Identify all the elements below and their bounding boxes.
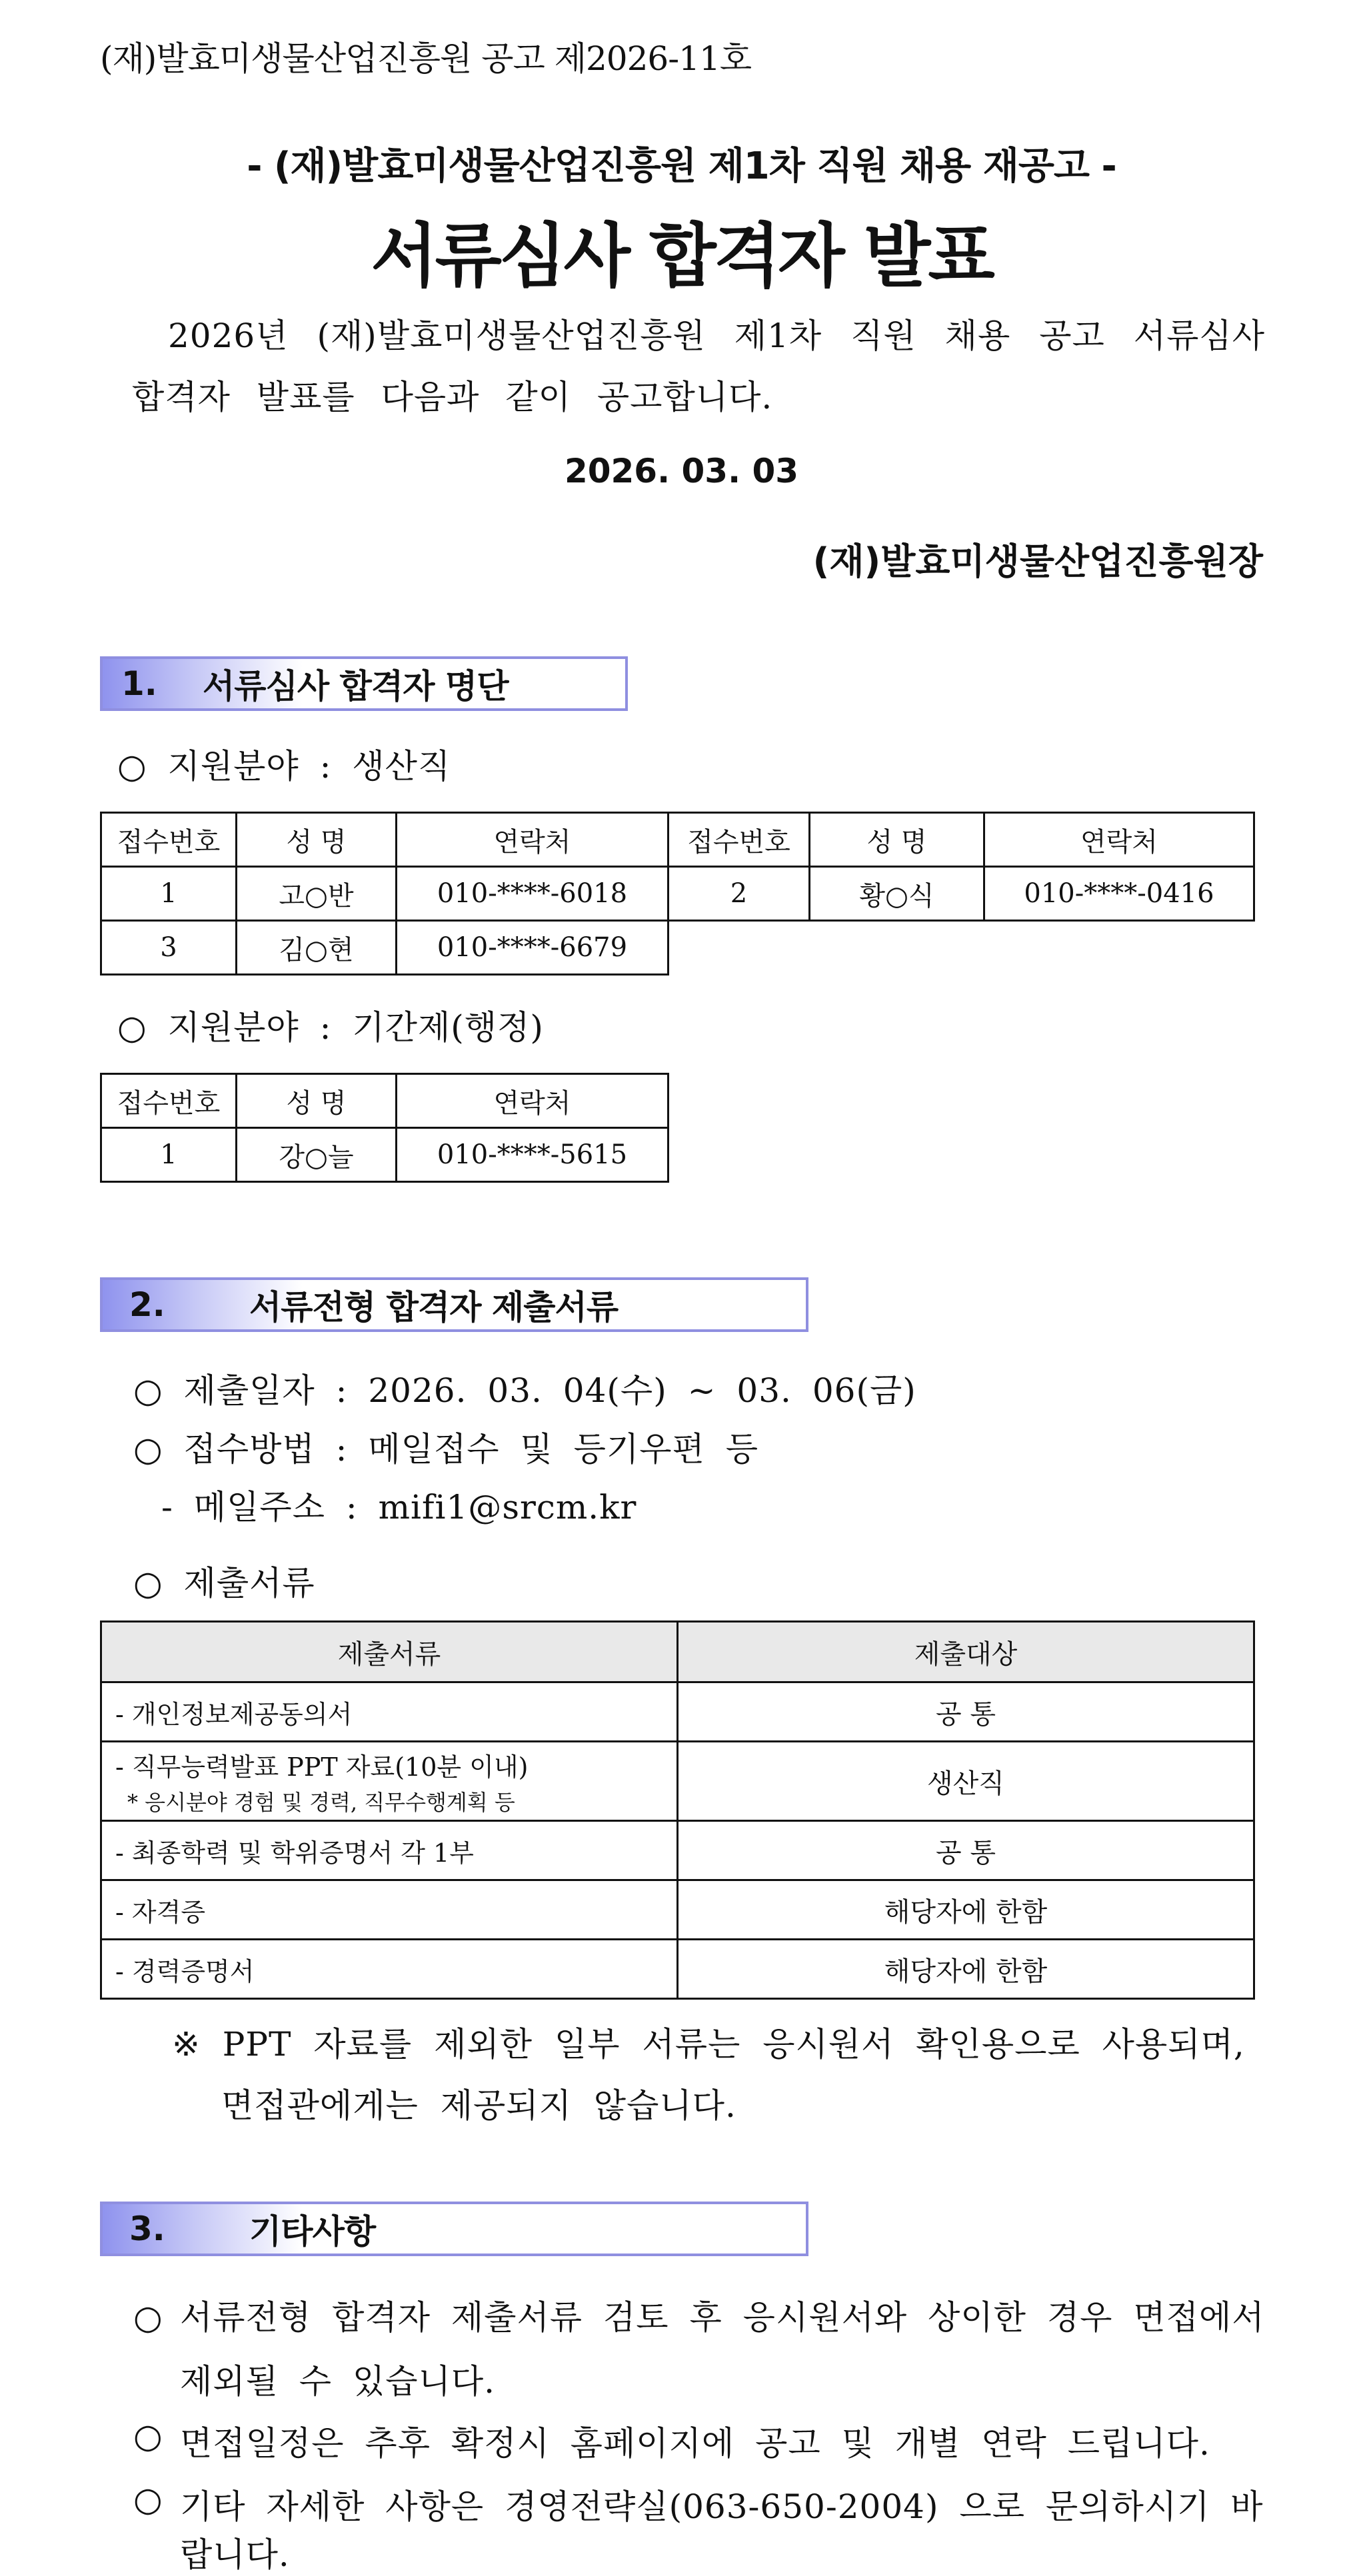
column-header: 연락처 bbox=[397, 813, 669, 867]
applicant-name: 고○반 bbox=[237, 867, 397, 921]
notice-number: (재)발효미생물산업진흥원 공고 제2026-11호 bbox=[100, 39, 752, 78]
applicant-number: 3 bbox=[101, 921, 237, 975]
section-3-header bbox=[100, 2202, 808, 2256]
section-number: 3. bbox=[129, 2210, 165, 2248]
applicant-contact: 010-****-0416 bbox=[984, 867, 1254, 921]
document-cell bbox=[101, 1742, 678, 1821]
table-header-row bbox=[101, 1074, 669, 1128]
document-target: 공 통 bbox=[678, 1682, 1254, 1742]
submission-email: - 메일주소 : mifi1@srcm.kr bbox=[161, 1488, 637, 1527]
table-row bbox=[101, 1940, 1254, 1999]
column-header: 연락처 bbox=[984, 813, 1254, 867]
applicant-name: 황○식 bbox=[810, 867, 984, 921]
table-row bbox=[101, 1682, 1254, 1742]
column-header: 제출서류 bbox=[101, 1622, 678, 1682]
table-row bbox=[101, 1128, 669, 1182]
table-row bbox=[101, 1821, 1254, 1880]
misc-item-line: 서류전형 합격자 제출서류 검토 후 응시원서와 상이한 경우 면접에서 bbox=[180, 2298, 1265, 2337]
column-header: 접수번호 bbox=[101, 1074, 237, 1128]
document-target: 해당자에 한함 bbox=[678, 1940, 1254, 1999]
column-header: 성 명 bbox=[237, 813, 397, 867]
table-header-row bbox=[101, 1622, 1254, 1682]
signature: (재)발효미생물산업진흥원장 bbox=[812, 540, 1263, 582]
section-title: 기타사항 bbox=[249, 2212, 376, 2251]
applicant-name: 김○현 bbox=[237, 921, 397, 975]
column-header: 연락처 bbox=[397, 1074, 669, 1128]
applicant-number: 1 bbox=[101, 1128, 237, 1182]
misc-item bbox=[133, 2480, 1266, 2576]
note-line: ※ PPT 자료를 제외한 일부 서류는 응시원서 확인용으로 사용되며, bbox=[172, 2025, 1245, 2064]
production-applicants-table bbox=[100, 812, 1255, 975]
misc-item-line: 면접일정은 추후 확정시 홈페이지에 공고 및 개별 연락 드립니다. bbox=[180, 2424, 1210, 2463]
empty-cell bbox=[984, 921, 1254, 975]
document-name: - 경력증명서 bbox=[101, 1940, 678, 1999]
column-header: 접수번호 bbox=[669, 813, 810, 867]
document-subnote: * 응시분야 경험 및 경력, 직무수행계획 등 bbox=[127, 1789, 515, 1815]
empty-cell bbox=[810, 921, 984, 975]
applicant-contact: 010-****-6679 bbox=[397, 921, 669, 975]
notice-date: 2026. 03. 03 bbox=[564, 452, 799, 490]
submission-method: ○ 접수방법 : 메일접수 및 등기우편 등 bbox=[133, 1430, 759, 1469]
column-header: 성 명 bbox=[237, 1074, 397, 1128]
documents-table bbox=[100, 1620, 1255, 2000]
document-target: 생산직 bbox=[678, 1742, 1254, 1821]
column-header: 접수번호 bbox=[101, 813, 237, 867]
document-target: 해당자에 한함 bbox=[678, 1880, 1254, 1940]
column-header: 성 명 bbox=[810, 813, 984, 867]
field-production-label: ○ 지원분야 : 생산직 bbox=[117, 747, 451, 786]
page-title: 서류심사 합격자 발표 bbox=[371, 215, 992, 297]
document-name: - 최종학력 및 학위증명서 각 1부 bbox=[101, 1821, 678, 1880]
misc-item bbox=[133, 2417, 1266, 2465]
admin-applicants-table bbox=[100, 1073, 669, 1183]
documents-label: ○ 제출서류 bbox=[133, 1564, 315, 1603]
field-admin-label: ○ 지원분야 : 기간제(행정) bbox=[117, 1008, 544, 1047]
table-row bbox=[101, 867, 1254, 921]
section-title: 서류전형 합격자 제출서류 bbox=[249, 1288, 619, 1327]
table-header-row bbox=[101, 813, 1254, 867]
table-row bbox=[101, 921, 1254, 975]
table-row bbox=[101, 1880, 1254, 1940]
note-line: 면접관에게는 제공되지 않습니다. bbox=[221, 2086, 736, 2125]
bullet-mark: ○ bbox=[133, 2480, 163, 2519]
applicant-number: 1 bbox=[101, 867, 237, 921]
applicant-number: 2 bbox=[669, 867, 810, 921]
section-number: 1. bbox=[121, 664, 157, 703]
misc-item-line: 기타 자세한 사항은 경영전략실(063-650-2004) 으로 문의하시기 바랍니다. bbox=[180, 2487, 1264, 2574]
bullet-mark: ○ bbox=[133, 2298, 163, 2337]
document-name: - 개인정보제공동의서 bbox=[101, 1682, 678, 1742]
section-2-header bbox=[100, 1277, 808, 1332]
column-header: 제출대상 bbox=[678, 1622, 1254, 1682]
applicant-contact: 010-****-6018 bbox=[397, 867, 669, 921]
submission-period: ○ 제출일자 : 2026. 03. 04(수) ~ 03. 06(금) bbox=[133, 1371, 916, 1410]
document-target: 공 통 bbox=[678, 1821, 1254, 1880]
applicant-contact: 010-****-5615 bbox=[397, 1128, 669, 1182]
empty-cell bbox=[669, 921, 810, 975]
intro-paragraph: 2026년 (재)발효미생물산업진흥원 제1차 직원 채용 공고 서류심사 합격자 발표를 다음과 같이 공고합니다. bbox=[132, 317, 1265, 416]
section-title: 서류심사 합격자 명단 bbox=[203, 667, 509, 706]
section-number: 2. bbox=[129, 1285, 165, 1324]
section-1-header bbox=[100, 656, 628, 711]
applicant-name: 강○늘 bbox=[237, 1128, 397, 1182]
documents-note bbox=[172, 2014, 1265, 2136]
subheading: - (재)발효미생물산업진흥원 제1차 직원 채용 재공고 - bbox=[247, 145, 1116, 188]
document-name: - 자격증 bbox=[101, 1880, 678, 1940]
table-row bbox=[101, 1742, 1254, 1821]
bullet-mark: ○ bbox=[133, 2417, 163, 2455]
misc-item bbox=[133, 2285, 1266, 2413]
misc-item-line: 제외될 수 있습니다. bbox=[180, 2362, 496, 2401]
misc-item-text bbox=[180, 2285, 1265, 2413]
document-name: - 직무능력발표 PPT 자료(10분 이내) bbox=[115, 1752, 529, 1782]
